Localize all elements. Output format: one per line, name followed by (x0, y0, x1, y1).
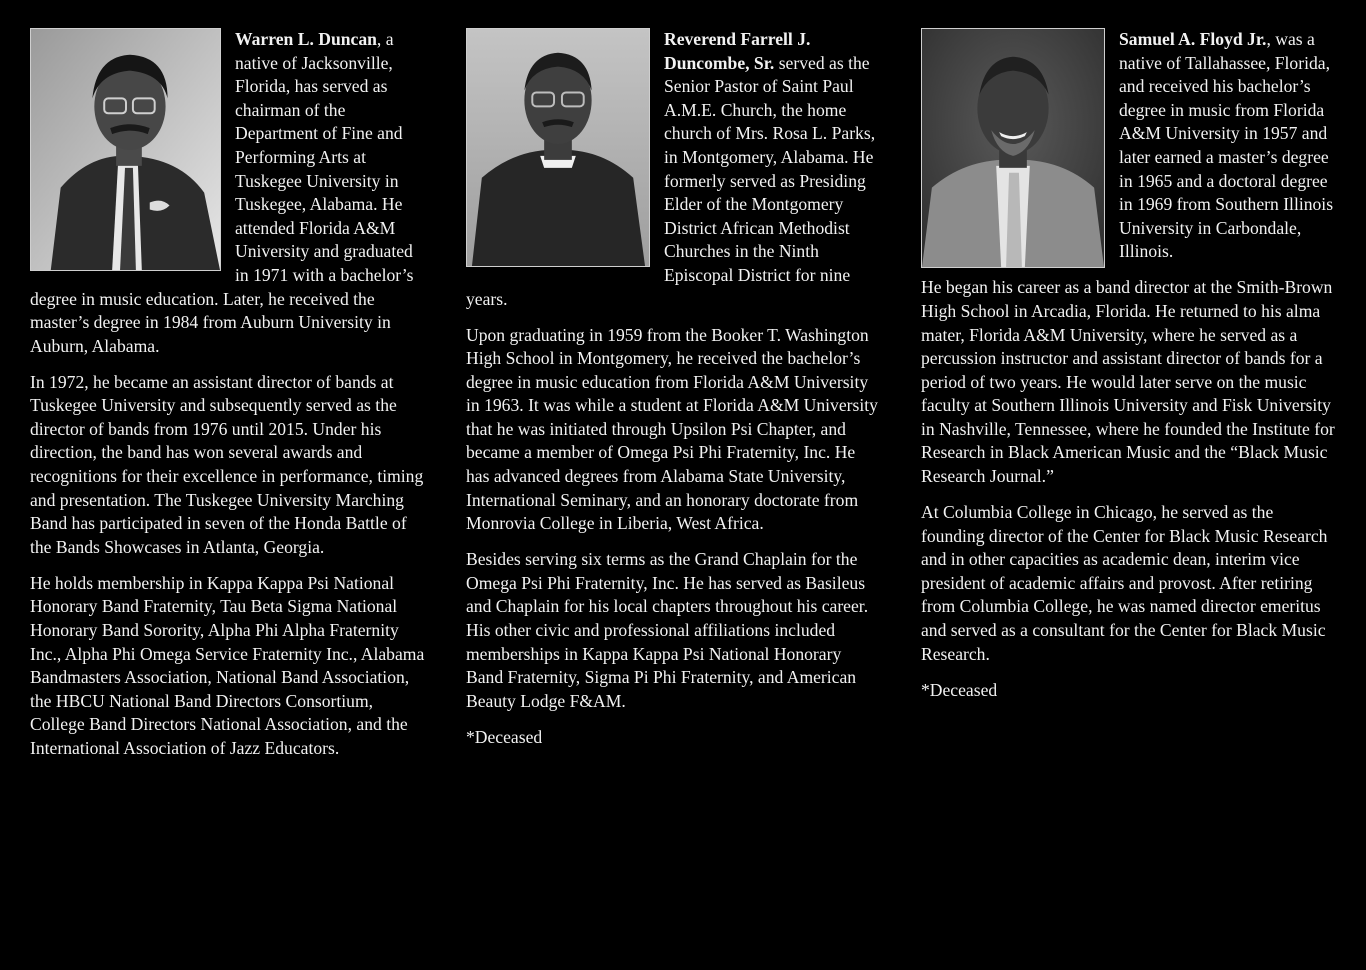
bio-lead-text-floyd: , was a native of Tallahassee, Florida, and received his bachelor’s degree in music from Florida A&M University in 1957 and later earned a master’s degree in 1965 and a doctoral degree in 1969 from Southern Illinois University in Carbondale, Illinois. (1119, 29, 1334, 262)
bio-lead-text-duncan: , a native of Jacksonville, Florida, has served as chairman of the Department of Fine and Performing Arts at Tuskegee University in Tuskegee, Alabama. He attended Florida A&M University and graduated in 1971 with a bachelor’s degree in music education. Later, he received the master’s degree in 1984 from Auburn University in Auburn, Alabama. (30, 29, 414, 356)
bio-paragraph: He began his career as a band director at the Smith-Brown High School in Arcadia, Florida. He returned to his alma mater, Florida A&M University, where he served as a percussion instructor and assistant director of bands for a period of two years. He would later serve on the music faculty at Southern Illinois University and Fisk University in Nashville, Tennessee, where he founded the Institute for Research in Black American Music and the “Black Music Research Journal.” (921, 277, 1335, 487)
bio-paragraph: In 1972, he became an assistant director of bands at Tuskegee University and subsequently served as the director of bands from 1976 until 2015. Under his direction, the band has won several awards and recognitions for their excellence in performance, timing and presentation. The Tuskegee University Marching Band has participated in seven of the Honda Battle of the Bands Showcases in Atlanta, Georgia. (30, 371, 424, 557)
bio-lead-text-duncombe: served as the Senior Pastor of Saint Paul A.M.E. Church, the home church of Mrs. Rosa L. Parks, in Montgomery, Alabama. He formerly served as Presiding Elder of the Montgomery District African Methodist Churches in the Ninth Episcopal District for nine years. (466, 52, 876, 309)
bio-paragraph: Besides serving six terms as the Grand Chaplain for the Omega Psi Phi Fraternity, Inc. He has served as Basileus and Chaplain for his local chapters throughout his career. His other civic and professional affiliations included memberships in Kappa Kappa Psi National Honorary Band Fraternity, Sigma Pi Phi Fraternity, and American Beauty Lodge F&AM. (466, 549, 869, 711)
deceased-note: *Deceased (466, 726, 543, 747)
portrait-photo-floyd (921, 28, 1105, 268)
bio-name-duncombe: Reverend Farrell J. Duncombe, Sr. (664, 29, 811, 73)
bio-paragraph: At Columbia College in Chicago, he served as the founding director of the Center for Black Music Research and in other capacities as academic dean, interim vice president of academic affairs and provost. After retiring from Columbia College, he was named director emeritus and served as a consultant for the Center for Black Music Research. (921, 502, 1328, 664)
deceased-note: *Deceased (921, 679, 998, 700)
bio-name-floyd: Samuel A. Floyd Jr. (1119, 29, 1267, 49)
bio-paragraph: He holds membership in Kappa Kappa Psi National Honorary Band Fraternity, Tau Beta Sigma National Honorary Band Sorority, Alpha Phi Alpha Fraternity Inc., Alpha Phi Omega Service Fraternity Inc., Alabama Bandmasters Association, National Band Association, the HBCU National Band Directors Consortium, College Band Directors National Association, and the International Association of Jazz Educators. (30, 572, 425, 758)
bio-column-duncan (30, 28, 426, 773)
bio-column-duncombe (466, 28, 882, 762)
bio-column-floyd (921, 28, 1339, 715)
bio-name-duncan: Warren L. Duncan (235, 29, 377, 49)
portrait-photo-duncombe (466, 28, 650, 267)
portrait-photo-duncan (30, 28, 221, 271)
bio-paragraph: Upon graduating in 1959 from the Booker T. Washington High School in Montgomery, he received the bachelor’s degree in music education from Florida A&M University in 1963. It was while a student at Florida A&M University that he was initiated through Upsilon Psi Chapter, and became a member of Omega Psi Phi Fraternity, Inc. He has advanced degrees from Alabama State University, International Seminary, and an honorary doctorate from Monrovia College in Liberia, West Africa. (466, 324, 878, 534)
